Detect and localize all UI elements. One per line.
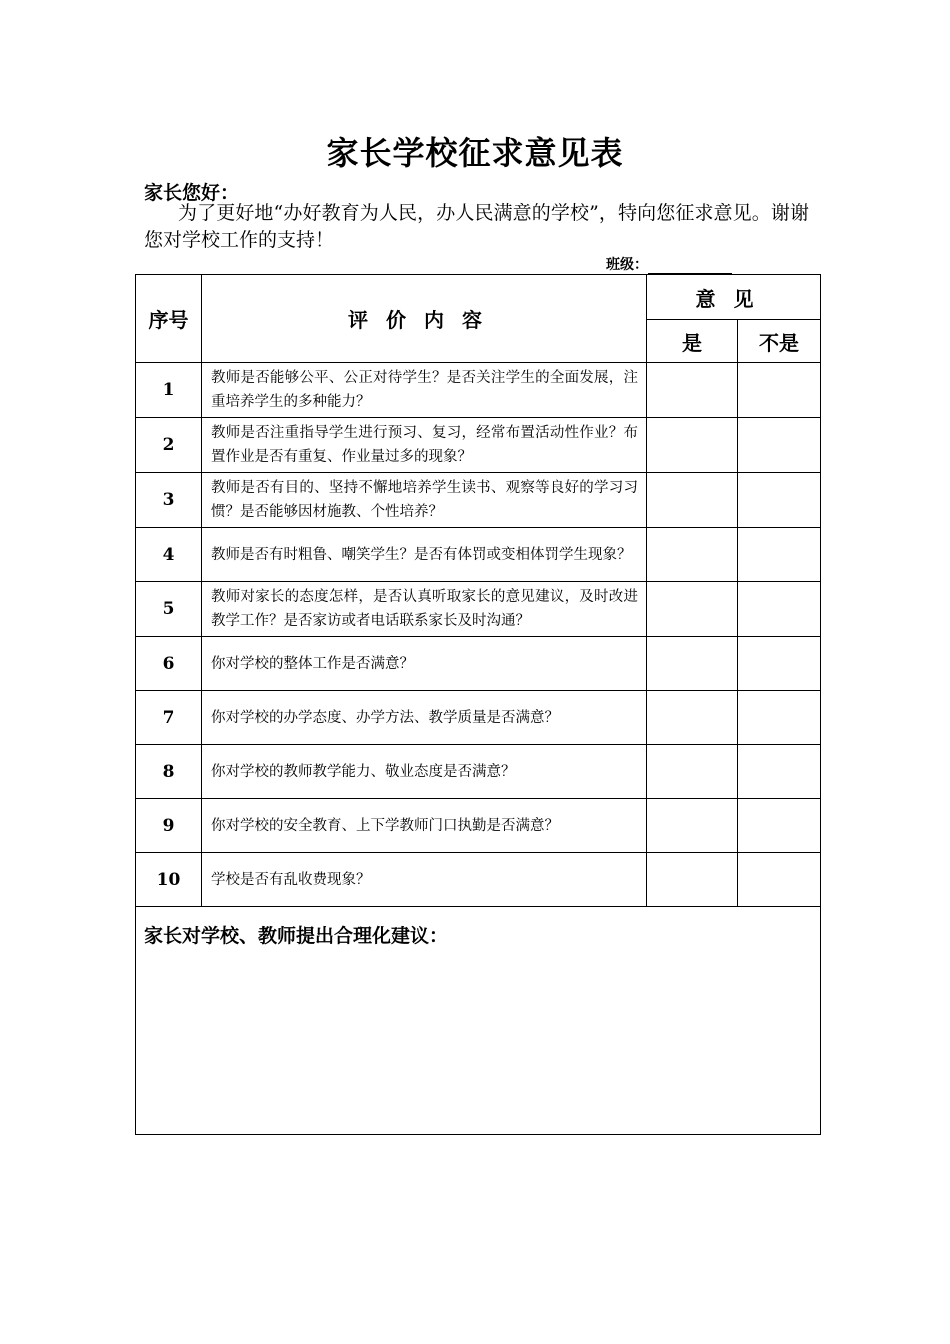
- yes-cell[interactable]: [647, 418, 738, 473]
- row-number: 7: [136, 691, 202, 745]
- page-title: 家长学校征求意见表: [326, 134, 624, 172]
- no-cell[interactable]: [738, 853, 821, 907]
- row-question: 你对学校的整体工作是否满意？: [202, 637, 647, 691]
- row-number: 3: [136, 473, 202, 528]
- table-row: [136, 418, 821, 473]
- row-number: 10: [136, 853, 202, 907]
- yes-cell[interactable]: [647, 637, 738, 691]
- table-row: [136, 799, 821, 853]
- row-question: 你对学校的办学态度、办学方法、教学质量是否满意？: [202, 691, 647, 745]
- yes-cell[interactable]: [647, 799, 738, 853]
- header-content: 评价内容: [202, 275, 647, 363]
- suggestion-label: 家长对学校、教师提出合理化建议：: [144, 925, 449, 947]
- yes-cell[interactable]: [647, 528, 738, 582]
- table-row: [136, 691, 821, 745]
- yes-cell[interactable]: [647, 582, 738, 637]
- no-cell[interactable]: [738, 691, 821, 745]
- table-row: [136, 582, 821, 637]
- row-question: 教师是否有时粗鲁、嘲笑学生？是否有体罚或变相体罚学生现象？: [202, 528, 647, 582]
- table-row: [136, 853, 821, 907]
- yes-cell[interactable]: [647, 473, 738, 528]
- yes-cell[interactable]: [647, 853, 738, 907]
- no-cell[interactable]: [738, 745, 821, 799]
- no-cell[interactable]: [738, 418, 821, 473]
- no-cell[interactable]: [738, 363, 821, 418]
- intro-paragraph: 为了更好地“办好教育为人民，办人民满意的学校”，特向您征求意见。谢谢您对学校工作的支持！: [144, 202, 809, 251]
- row-number: 4: [136, 528, 202, 582]
- survey-table: [135, 274, 821, 1135]
- yes-cell[interactable]: [647, 745, 738, 799]
- row-number: 5: [136, 582, 202, 637]
- class-field: [606, 254, 732, 274]
- header-no: 不是: [738, 320, 821, 363]
- header-yes: 是: [647, 320, 738, 363]
- yes-cell[interactable]: [647, 691, 738, 745]
- row-number: 2: [136, 418, 202, 473]
- table-row: [136, 528, 821, 582]
- no-cell[interactable]: [738, 528, 821, 582]
- row-number: 8: [136, 745, 202, 799]
- greeting: 家长您好：: [144, 182, 240, 204]
- class-label: 班级：: [606, 257, 648, 273]
- yes-cell[interactable]: [647, 363, 738, 418]
- row-number: 9: [136, 799, 202, 853]
- header-row: [136, 275, 821, 320]
- no-cell[interactable]: [738, 799, 821, 853]
- no-cell[interactable]: [738, 473, 821, 528]
- table-row: [136, 473, 821, 528]
- suggestion-box[interactable]: [136, 907, 821, 1135]
- suggestion-row: [136, 907, 821, 1135]
- row-question: 教师对家长的态度怎样，是否认真听取家长的意见建议，及时改进教学工作？是否家访或者电话联系家长及时沟通？: [202, 582, 647, 637]
- table-row: [136, 745, 821, 799]
- no-cell[interactable]: [738, 582, 821, 637]
- row-question: 你对学校的教师教学能力、敬业态度是否满意？: [202, 745, 647, 799]
- row-question: 教师是否能够公平、公正对待学生？是否关注学生的全面发展，注重培养学生的多种能力？: [202, 363, 647, 418]
- table-row: [136, 637, 821, 691]
- row-question: 学校是否有乱收费现象？: [202, 853, 647, 907]
- row-question: 教师是否有目的、坚持不懈地培养学生读书、观察等良好的学习习惯？是否能够因材施教、个性培养？: [202, 473, 647, 528]
- header-opinion: 意见: [647, 275, 821, 320]
- header-seq: 序号: [136, 275, 202, 363]
- row-number: 6: [136, 637, 202, 691]
- class-blank[interactable]: [648, 259, 732, 274]
- table-row: [136, 363, 821, 418]
- row-question: 教师是否注重指导学生进行预习、复习，经常布置活动性作业？布置作业是否有重复、作业量过多的现象？: [202, 418, 647, 473]
- row-number: 1: [136, 363, 202, 418]
- row-question: 你对学校的安全教育、上下学教师门口执勤是否满意？: [202, 799, 647, 853]
- no-cell[interactable]: [738, 637, 821, 691]
